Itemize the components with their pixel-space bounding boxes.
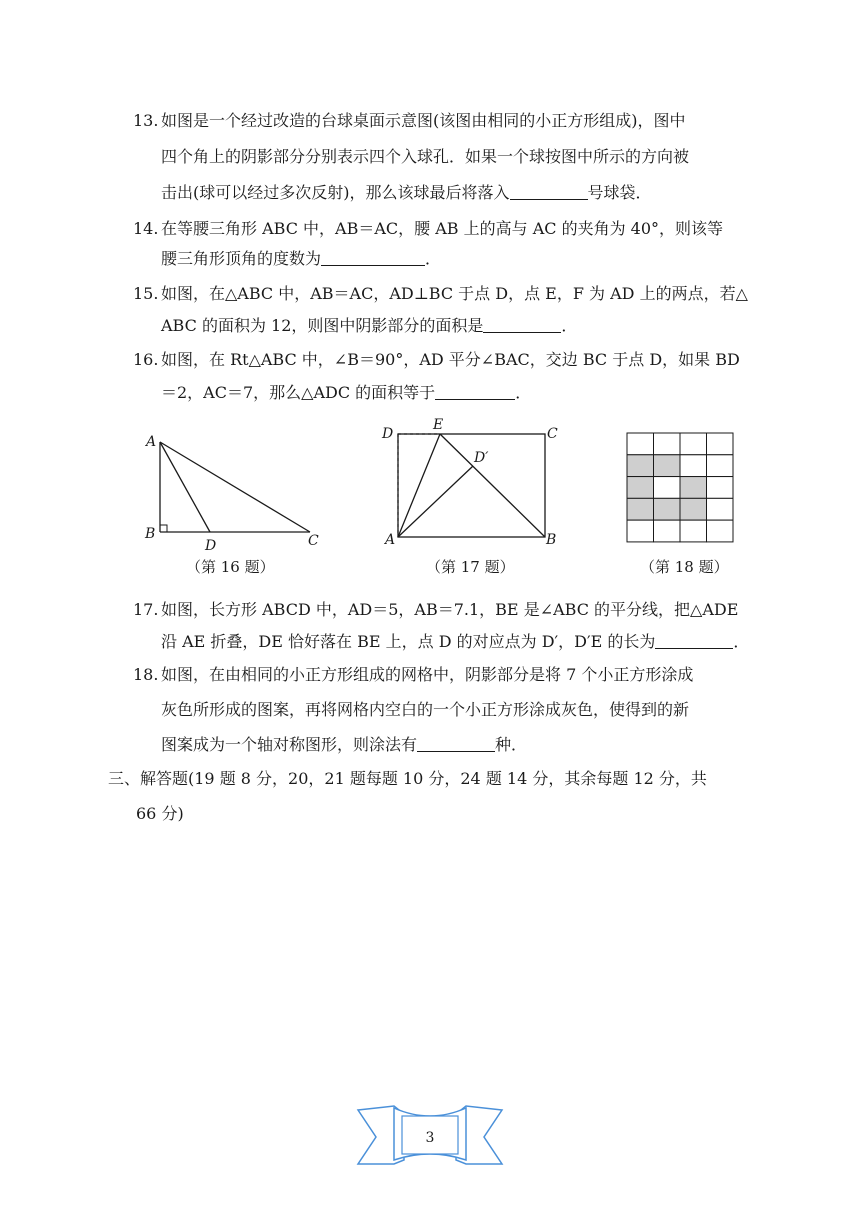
question-text-line	[161, 244, 441, 274]
label-c: C	[547, 426, 558, 442]
segment-be	[440, 434, 545, 537]
question-text-line	[161, 311, 577, 341]
label-c: C	[308, 533, 319, 549]
question-text: 图案成为一个轴对称图形，则涂法有	[161, 735, 418, 754]
segment-ae	[398, 434, 440, 537]
question-text-line	[161, 730, 527, 760]
grid-cell-shaded	[654, 498, 681, 520]
question-text-line: 灰色所形成的图案，再将网格内空白的一个小正方形涂成灰色，使得到的新	[161, 700, 690, 719]
grid-cell	[707, 520, 734, 542]
grid-cell	[654, 477, 681, 499]
figure-16	[140, 430, 340, 555]
question-text: ．	[733, 632, 750, 651]
grid-cell-shaded	[680, 498, 707, 520]
rectangle-ebcd	[398, 434, 545, 537]
question-text-line	[161, 378, 531, 408]
question-text-line: 如图，长方形 ABCD 中，AD＝5，AB＝7.1，BE 是∠ABC 的平分线，把△ADE	[161, 600, 739, 619]
grid-cell	[627, 520, 654, 542]
question-number: 14.	[133, 219, 159, 238]
grid-cell	[707, 455, 734, 477]
answer-blank	[435, 381, 515, 400]
grid-cell	[654, 433, 681, 455]
grid-cell-shaded	[627, 498, 654, 520]
grid-cell-shaded	[627, 477, 654, 499]
grid-cell	[627, 433, 654, 455]
question-text: 击出(球可以经过多次反射)，那么该球最后将落入	[161, 183, 510, 202]
question-number: 13.	[133, 111, 159, 130]
question-text: ．	[425, 249, 442, 268]
section-text-line: 66 分)	[136, 804, 184, 823]
figure-17-caption: （第 17 题）	[426, 558, 515, 576]
question-text-line: 如图，在△ABC 中，AB＝AC，AD⊥BC 于点 D，点 E，F 为 AD 上的两点，若△	[161, 284, 748, 303]
grid-cell	[680, 455, 707, 477]
label-d-prime: D′	[474, 450, 489, 466]
answer-blank	[483, 314, 561, 333]
right-angle-mark	[160, 525, 167, 532]
label-a: A	[385, 532, 396, 548]
question-text: 腰三角形顶角的度数为	[161, 249, 322, 268]
question-number: 18.	[133, 665, 159, 684]
question-text: ．	[561, 316, 578, 335]
grid-cell	[654, 520, 681, 542]
question-text-line	[161, 178, 652, 208]
question-text: 号球袋．	[587, 183, 652, 202]
answer-blank	[655, 630, 733, 649]
figure-18	[626, 432, 734, 544]
question-text-line: 四个角上的阴影部分分别表示四个入球孔．如果一个球按图中所示的方向被	[161, 147, 690, 166]
question-text: ＝2，AC＝7，那么△ADC 的面积等于	[161, 383, 436, 402]
label-d: D	[382, 426, 394, 442]
answer-blank	[321, 247, 425, 266]
question-text: 种．	[495, 735, 528, 754]
segment-ac	[160, 442, 310, 532]
grid-cell	[680, 520, 707, 542]
segment-ad	[160, 442, 210, 532]
question-text-line	[161, 627, 749, 657]
figure-16-caption: （第 16 题）	[186, 558, 275, 576]
grid-cell	[707, 498, 734, 520]
question-text-line: 如图，在 Rt△ABC 中，∠B＝90°，AD 平分∠BAC，交边 BC 于点 D，如果 BD	[161, 350, 740, 369]
question-number: 15.	[133, 284, 159, 303]
answer-blank	[417, 733, 495, 752]
label-b: B	[145, 526, 156, 542]
question-text: ABC 的面积为 12，则图中阴影部分的面积是	[161, 316, 484, 335]
page-number: 3	[425, 1130, 435, 1146]
grid-cell	[707, 433, 734, 455]
question-text: 沿 AE 折叠，DE 恰好落在 BE 上，点 D 的对应点为 D′，D′E 的长为	[161, 632, 656, 651]
segment-ad-prime	[398, 466, 473, 537]
answer-blank	[510, 181, 588, 200]
question-text-line: 如图是一个经过改造的台球桌面示意图(该图由相同的小正方形组成)，图中	[161, 111, 686, 130]
label-d: D	[205, 538, 217, 554]
label-b: B	[546, 532, 557, 548]
grid-cell-shaded	[680, 477, 707, 499]
question-number: 16.	[133, 350, 159, 369]
label-e: E	[433, 417, 444, 433]
grid-cell-shaded	[654, 455, 681, 477]
page-ribbon	[358, 1102, 502, 1168]
question-text-line: 如图，在由相同的小正方形组成的网格中，阴影部分是将 7 个小正方形涂成	[161, 665, 694, 684]
question-number: 17.	[133, 600, 159, 619]
question-text-line: 在等腰三角形 ABC 中，AB＝AC，腰 AB 上的高与 AC 的夹角为 40°，则该等	[161, 219, 724, 238]
label-a: A	[146, 434, 157, 450]
question-text: ．	[515, 383, 532, 402]
figure-18-caption: （第 18 题）	[640, 558, 729, 576]
grid-cell-shaded	[627, 455, 654, 477]
figure-17	[380, 418, 565, 548]
grid-cell	[707, 477, 734, 499]
section-text-line: 三、解答题(19 题 8 分，20，21 题每题 10 分，24 题 14 分，其余每题 12 分，共	[108, 769, 707, 788]
grid-cell	[680, 433, 707, 455]
